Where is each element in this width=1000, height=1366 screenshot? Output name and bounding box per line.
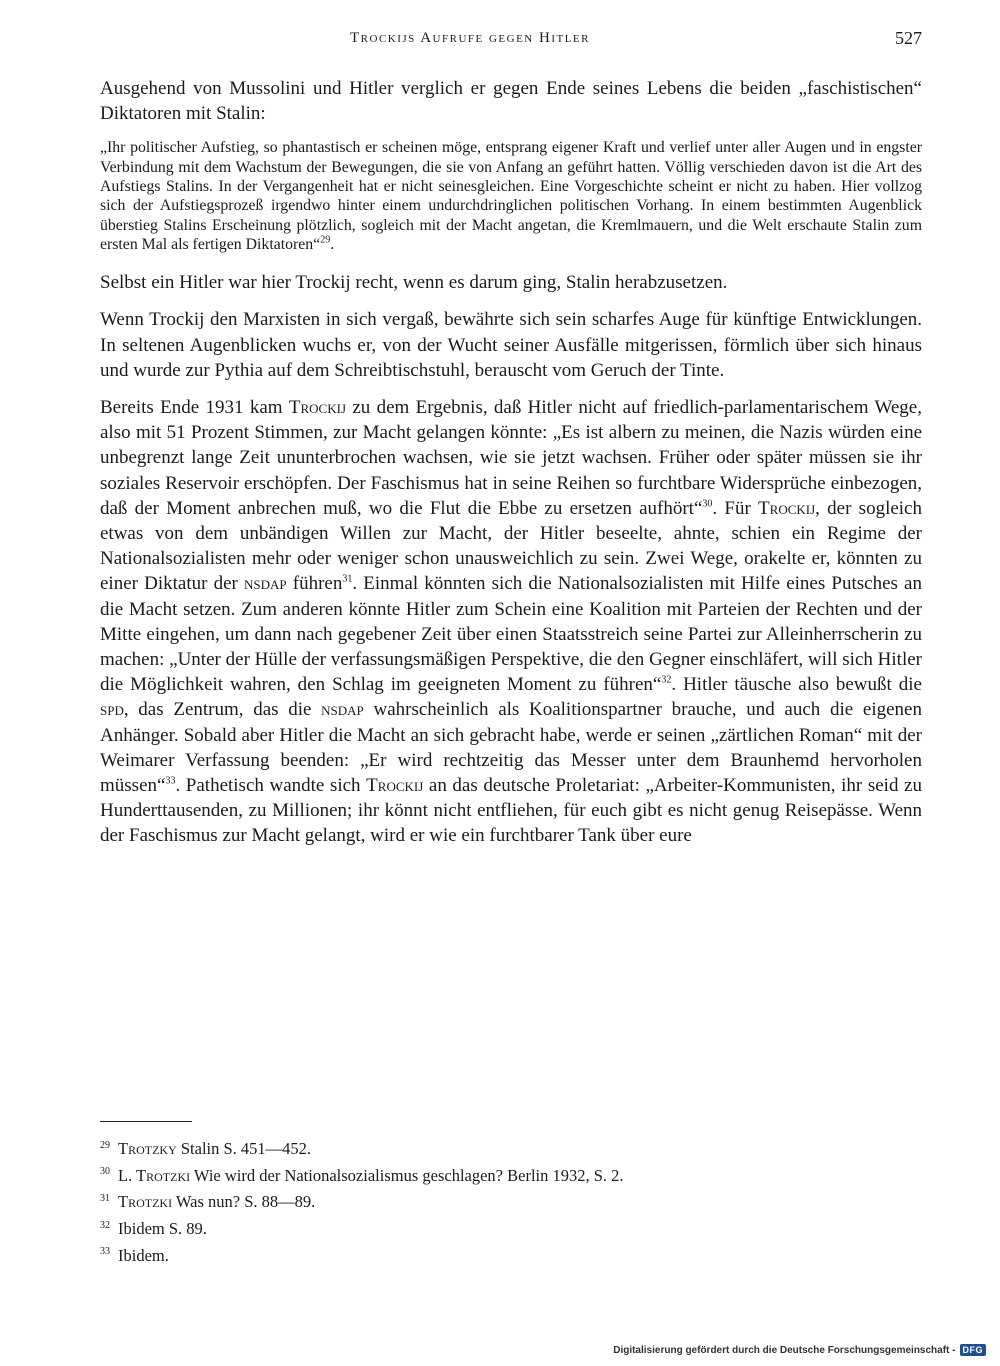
block-quote: [100, 138, 922, 254]
author-name: Trockij: [288, 397, 347, 418]
text-run: . Für: [712, 497, 759, 519]
text-run: an das deutsche Proletariat: „Arbeiter-Kommunisten, ihr seid zu Hunderttausenden, zu Millionen; ihr könnt nicht entfliehen, für euch gibt es nicht genug Reisepässe. Wenn der Faschismus zur Macht gelangt, wird er wie ein furchtbarer Tank über eure: [100, 775, 922, 847]
author-name: Trockij: [758, 497, 816, 519]
abbreviation: nsdap: [321, 699, 364, 721]
text-run: , das Zentrum, das die: [123, 699, 322, 721]
footnote-text: Ibidem S. 89.: [118, 1219, 207, 1239]
author-name: Trockij: [366, 775, 424, 797]
paragraph-2: Selbst ein Hitler war hier Trockij recht, wenn es darum ging, Stalin herabzusetzen.: [100, 272, 728, 294]
footnote-number: 30: [100, 1166, 110, 1178]
running-title: Trockijs Aufrufe gegen Hitler: [350, 30, 590, 46]
footnote-number: 33: [100, 1246, 110, 1258]
text-run: zu dem Ergebnis, daß Hitler nicht auf friedlich-parlamentarischem Wege, also mit 51 Prozent Stimmen, zur Macht gelangen könnte: „Es ist albern zu meinen, die Nazis würden eine unbegrenzt lange Zeit ununterbrochen wachsen, wie sie jetzt wachsen. Früher oder später müssen sie ihr soziales Reservoir erschöpfen. Der Faschismus hat in seine Reihen so furchtbare Widersprüche einbezogen, daß der Moment anbrechen muß, wo die Flut die Ebbe zu ersetzen aufhört“: [100, 397, 922, 519]
text-run: . Einmal könnten sich die Nationalsozialisten mit Hilfe eines Putsches an die Macht setzen. Zum anderen könnte Hitler zum Schein eine Koalition mit Parteien der Rechten und der Mitte eingehen, um dann nach gegebener Zeit über einen Staatsstreich seine Partei zur Alleinherrscherin zu machen: „Unter der Hülle der verfassungsmäßigen Perspektive, die den Gegner einschläfert, will sich Hitler die Möglichkeit wahren, den Schlag im geeigneten Moment zu führen“: [100, 573, 922, 696]
credit-text: Digitalisierung gefördert durch die Deutsche Forschungsgemeinschaft -: [613, 1344, 956, 1356]
paragraph-4: [100, 395, 922, 849]
footnote-ref-29: 29: [320, 234, 331, 246]
footnote-text: Wie wird der Nationalsozialismus geschlagen? Berlin 1932, S. 2.: [190, 1165, 624, 1185]
quote-text: „Ihr politischer Aufstieg, so phantastisch er scheinen möge, entsprang eigener Kraft und verlief unter aller Augen und in engster Verbindung mit dem Wachstum der Bewegungen, die sie von Anfang an geführt hatten. Völlig verschieden davon ist die Art des Aufstiegs Stalins. In der Vergangenheit hat er nicht seinesgleichen. Eine Vorgeschichte scheint er nicht zu haben. Hier vollzog sich der Aufstiegsprozeß irgendwo hinter einem undurchdringlichen politischen Vorhang. In einem bestimmten Augenblick überstieg Stalins Erscheinung plötzlich, sogleich mit der Macht angetan, die Kremlmauern, und die Welt erschaute Stalin zum ersten Mal als fertigen Diktatoren“: [100, 139, 922, 253]
footnote-text: Stalin S. 451—452.: [176, 1139, 312, 1158]
main-text: [100, 76, 922, 861]
paragraph-3: Wenn Trockij den Marxisten in sich vergaß, bewährte sich sein scharfes Auge für künftige Entwicklungen. In seltenen Augenblicken wuchs er, von der Wucht seiner Ausfälle mitgerissen, förmlich über sich hinaus und wurde zur Pythia auf dem Schreibtischstuhl, berauscht vom Geruch der Tinte.: [100, 309, 922, 381]
footnote-divider: [100, 1121, 192, 1122]
dfg-logo: DFG: [960, 1344, 987, 1356]
text-run: . Pathetisch wandte sich: [175, 775, 367, 797]
footnote: [100, 1219, 922, 1239]
footnote: [100, 1192, 922, 1212]
page-number: 527: [895, 28, 922, 48]
text-run: führen: [286, 573, 343, 595]
footnote: [100, 1246, 922, 1266]
footnote-ref-31: 31: [342, 574, 353, 586]
footnote-text: Ibidem.: [118, 1245, 169, 1265]
abbreviation: spd: [100, 699, 124, 721]
text-run: , der sogleich etwas von dem unbändigen Willen zur Macht, der Hitler beseelte, ahnte, schien ein Regime der Nationalsozialisten mehr oder weniger schon unausweichlich zu sein. Zwei Wege, orakelte er, könnten zu einer Diktatur der: [100, 497, 922, 595]
digitization-credit: [613, 1344, 986, 1356]
text-run: wahrscheinlich als Koalitionspartner brauche, und auch die eigenen Anhänger. Sobald aber Hitler die Macht an sich gebracht habe, werde er seinen „zärtlichen Roman“ mit der Weimarer Verfassung beenden: „Er wird rechtzeitig das Messer unter dem Braunhemd hervorholen müssen“: [100, 699, 922, 797]
footnote-ref-32: 32: [661, 674, 672, 686]
footnote-number: 29: [100, 1139, 110, 1151]
paragraph-1: Ausgehend von Mussolini und Hitler verglich er gegen Ende seines Lebens die beiden „faschistischen“ Diktatoren mit Stalin:: [100, 78, 922, 125]
footnote-number: 32: [100, 1219, 110, 1231]
footnotes: [100, 1139, 922, 1272]
footnote: [100, 1166, 922, 1186]
footnote-ref-33: 33: [165, 775, 176, 787]
footnote-number: 31: [100, 1192, 110, 1204]
text-run: . Hitler täusche also bewußt die: [671, 674, 922, 696]
quote-end: .: [330, 235, 335, 253]
footnote: [100, 1139, 922, 1159]
footnote-author: L. Trotzki: [118, 1165, 191, 1185]
text-run: Bereits Ende 1931 kam: [100, 397, 289, 418]
footnote-author: Trotzky: [118, 1139, 177, 1158]
running-header: [100, 30, 922, 52]
abbreviation: nsdap: [244, 573, 287, 595]
footnote-ref-30: 30: [702, 498, 713, 510]
footnote-text: Was nun? S. 88—89.: [172, 1192, 316, 1212]
footnote-author: Trotzki: [118, 1192, 173, 1212]
